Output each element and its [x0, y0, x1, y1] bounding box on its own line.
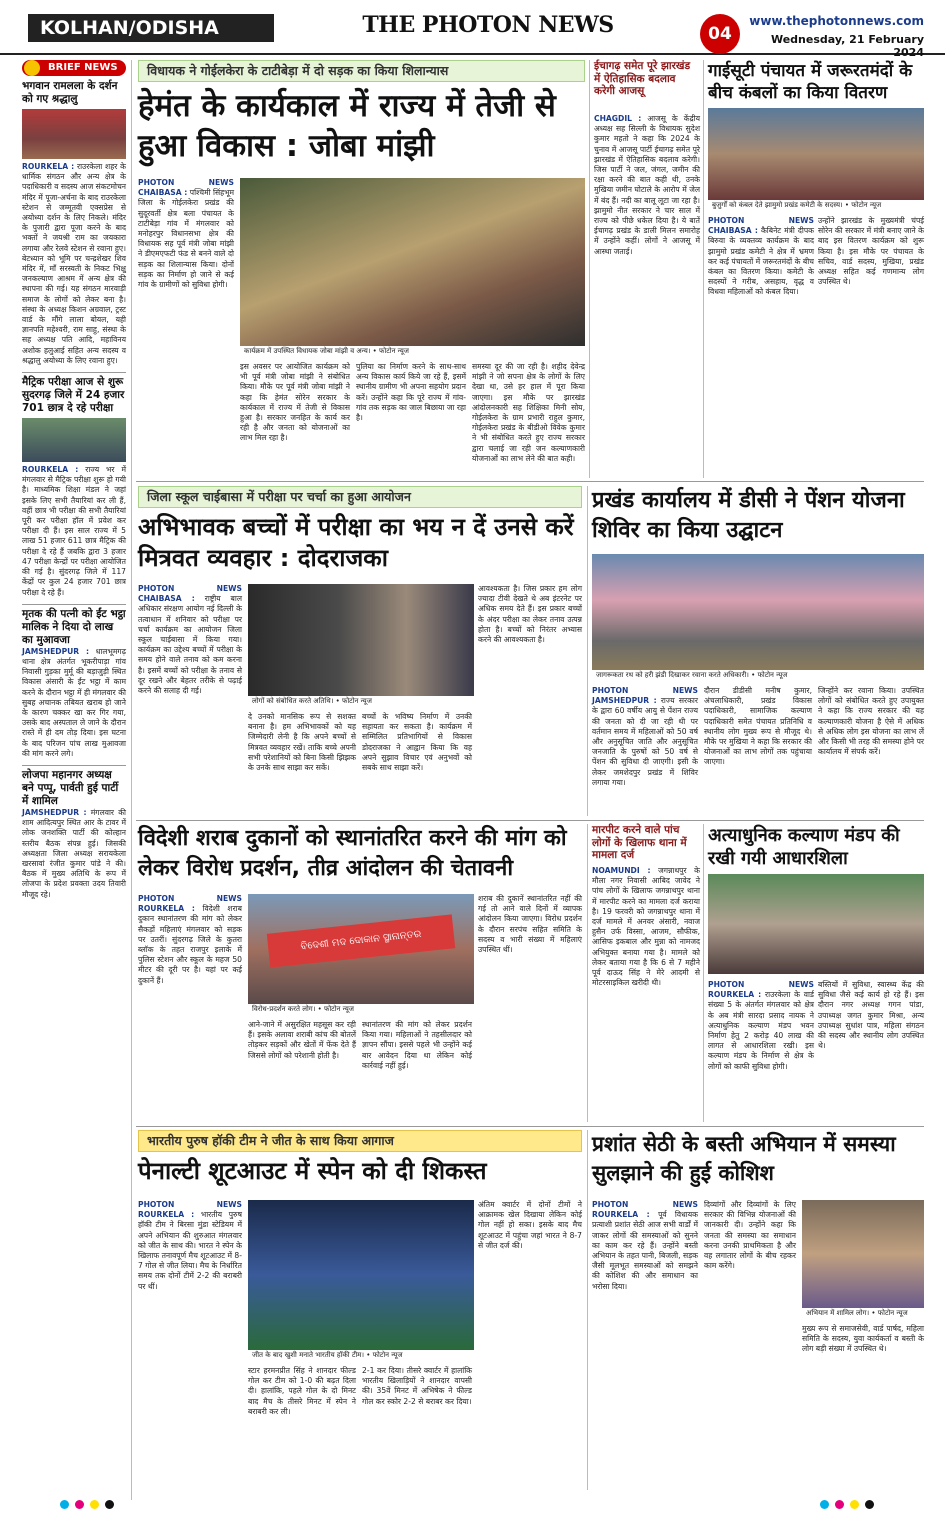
story-byline: PHOTON NEWS ROURKELA : [592, 1200, 698, 1220]
brief-title: भगवान रामलला के दर्शन को गए श्रद्धालु [22, 80, 118, 105]
story-headline: हेमंत के कार्यकाल में राज्य में तेजी से हुआ विकास : जोबा मांझी [138, 88, 556, 164]
column-divider [587, 486, 588, 816]
photo-caption: विरोध-प्रदर्शन करते लोग। • फोटोन न्यूज [248, 1004, 474, 1016]
story-byline: PHOTON NEWS CHAIBASA : [138, 178, 234, 198]
story-body: जिन्होंने कर रवाना किया। उपस्थित लोगों को संबोधित करते हुए उपायुक्त ने कहा कि राज्य सरकार की यह कल्याणकारी योजना है ऐसे में अधिक से अधिक लोग इस योजना का लाभ लें और किसी भी तरह की समस्या होने पर कार्यालय में संपर्क करें। [818, 686, 924, 757]
story-body: पुलिया का निर्माण करने के साथ-साथ अन्य विकास कार्य किये जा रहे हैं, इसमें स्थानीय ग्रामीण भी अपना सहयोग प्रदान करें। उन्होंने कहा कि पूरे राज्य में गांव-गांव तक सड़क का जाल बिछाया जा रहा है। [356, 362, 466, 423]
black-dot [105, 1500, 114, 1509]
brief-body: राउरकेला शहर के धार्मिक संगठन और अन्य क्षेत्र के पदाधिकारी व सदस्य आज संकटमोचन मंदिर में पूजा-अर्चना के बाद राउरकेला स्टेशन से जम्मूतवी एक्सप्रेस से अयोध्या दर्शन के लिए निकले। मंदिर के पुजारी द्वारा पूजा करने के बाद भक्तों ने जयश्री राम का जयकारा लगाया और रेलवे स्टेशन से रवाना हुए। बेटध्यान को भूमि पर चन्द्रशेखर शिव मंदिर में, माँ सरस्वती के निकट भिक्षु जनकल्याण आश्रम में अन्य क्षेत्र की स्थापना की गई। यह संगठन मारवाड़ी समाज के लोगों को लेकर बना है। संस्था के अध्यक्ष किशन अग्रवाल, ट्रस्ट वार्ड के मौंगे लाला बोयल, यही ज्ञानपति महेश्वरी, राम साहु, संस्था के सह अध्यक्ष पति आदि, महाविनय अशोक हलुआई सहित अन्य सदस्य व श्रद्धालु अयोध्या के लिए रवाना हुए। [22, 162, 126, 365]
story-body: पूर्व विधायक प्रत्याशी प्रशांत सेठी आज सभी वार्डों में जाकर लोगों की समस्याओं को सुनने का काम कर रहे हैं। उन्होंने बस्ती अभियान के तहत पानी, बिजली, सड़क जैसी मूलभूत समस्याओं को समझने की कोशिश की और समाधान का भरोसा दिया। [592, 1210, 698, 1291]
story-body: आवश्यकता है। जिस प्रकार हम लोग ज्यादा टीवी देखते थे अब इंटरनेट पर अधिक समय देते हैं। इस प्रकार बच्चों के अंदर परीक्षा का लेकर तनाव उत्पन्न होता है। बच्चों को निरंतर अभ्यास करने की आवश्यकता है। [478, 584, 582, 645]
story-body: स्टार हरमनप्रीत सिंह ने शानदार फील्ड गोल कर टीम को 1-0 की बढ़त दिला दी। हालांकि, पहले गोल के दो मिनट बाद मैच के तीसरे मिनट में स्पेन ने बराबरी कर ली। [248, 1366, 356, 1416]
story-kicker: जिला स्कूल चाईबासा में परीक्षा पर चर्चा का हुआ आयोजन [138, 486, 582, 508]
story-body: विदेशी शराब दुकान स्थानांतरण की मांग को लेकर सैकड़ों महिलाएं मंगलवार को सड़क पर उतरीं। सुंदरगढ़ जिले के कुतरा ब्लॉक के तहत राजपुर इलाके में पुलिस स्टेशन और स्कूल के महज 50 मीटर की दूरी पर है। यहां पर कई दुकानें हैं। [138, 904, 242, 985]
magenta-dot [835, 1500, 844, 1509]
column-divider [587, 824, 588, 1122]
story-kicker: विधायक ने गोईलकेरा के टाटीबेड़ा में दो सड़क का किया शिलान्यास [138, 60, 585, 82]
issue-date: Wednesday, 21 February 2024 [770, 33, 924, 59]
story-body: स्थानांतरण की मांग को लेकर प्रदर्शन किया गया। महिलाओं ने तहसीलदार को ज्ञापन सौंपा। इससे पहले भी उन्होंने कई बार आवेदन दिया था लेकिन कोई कार्रवाई नहीं हुई। [362, 1020, 472, 1070]
brief-title: लोजपा महानगर अध्यक्ष बने पप्पू, पार्वती हुई पार्टी में शामिल [22, 765, 126, 808]
story-body: राउरकेला के वार्ड संख्या 5 के अंतर्गत मंगलवार को क्षेत्र के अब मंत्री सारदा प्रसाद नायक ने अत्याधुनिक कल्याण मंडप भवन निर्माण हेतु 2 करोड़ 40 लाख की लागत से आधारशिला रखी। इस कल्याण मंडप के निर्माण से क्षेत्र के लोगों को काफी सुविधा होगी। [708, 990, 814, 1071]
story-body: बच्चों के भविष्य निर्माण में उनकी सहायता कर सकता है। कार्यक्रम में सम्मिलित प्रतिभागियों से विकास डोदराजका ने आह्वान किया कि वह अपने सुझाव विचार एवं अनुभवों को सबके साथ साझा करें। [362, 712, 472, 773]
brief-byline: ROURKELA : [22, 465, 79, 475]
section-label: KOLHAN/ODISHA [28, 14, 274, 42]
story-photo [802, 1200, 924, 1308]
section-divider [136, 820, 924, 821]
story-byline: PHOTON NEWS ROURKELA : [708, 980, 814, 1000]
column-divider [587, 1130, 588, 1490]
story-headline: अभिभावक बच्चों में परीक्षा का भय न दें उनसे करें मित्रवत व्यवहार : दोदराजका [138, 513, 574, 572]
story-headline: ईचागढ़ समेत पूरे झारखंड में ऐतिहासिक बदलाव करेगी आजसू [594, 60, 691, 97]
cyan-dot [820, 1500, 829, 1509]
story-photo [248, 584, 474, 696]
cyan-dot [60, 1500, 69, 1509]
yellow-dot [90, 1500, 99, 1509]
story-body: राष्ट्रीय बाल अधिकार संरक्षण आयोग नई दिल्ली के तत्वाधान में शनिवार को परीक्षा पर चर्चा कार्यक्रम का आयोजन जिला स्कूल चाईबासा में किया गया। कार्यक्रम का उद्देश्य बच्चों में परीक्षा के समय होने वाले तनाव को कम करना है। इसमें बच्चों को परीक्षा के तनाव से दूर रखने और बेहतर तरीके से पढ़ाई करने की सलाह दी गई। [138, 594, 242, 696]
photo-caption: जीत के बाद खुशी मनाते भारतीय हॉकी टीम। • फोटोन न्यूज [248, 1350, 474, 1362]
paper-name: THE PHOTON NEWS [362, 12, 614, 38]
brief-news-header: BRIEF NEWS [22, 60, 126, 76]
section-divider [136, 481, 924, 482]
column-divider [131, 60, 132, 1500]
story-body: जगन्नाथपुर के मौला नगर निवासी आबिद जावेद ने पांच लोगों के खिलाफ जगन्नाथपुर थाना में मारपीट करने का मामला दर्ज कराया है। 19 फरवरी को जगन्नाथपुर थाना में दर्ज मामले में अनवर अंसारी, नवाज हुसैन उर्फ विस्सा, आजम, सौफीक, आसिफ इकबाल और मुन्ना को नामजद अभियुक्त बनाया गया है। मामले को लेकर बताया गया है कि 6 से 7 महीने पूर्व दाऊद सिंह ने मेरे आदमी से मोटरसाइकिल खरीदी थी। [592, 866, 700, 988]
brief-logo-icon [24, 60, 40, 76]
story-headline: मारपीट करने वाले पांच लोगों के खिलाफ थाना में मामला दर्ज [592, 824, 687, 861]
brief-body: राज्य भर में मंगलवार से मैट्रिक परीक्षा शुरू हो गयी है। माध्यमिक शिक्षा मंडल ने जहां इसके लिए सभी तैयारियां कर ली हैं, वहीं छात्र भी परीक्षा की सभी तैयारियां पूरी कर परीक्षा हॉल में प्रवेश कर परीक्षा दी हैं। इस साल राज्य में 5 लाख 51 हजार 611 छात्र मैट्रिक की परीक्षा दे रहे हैं जबकि द्वारा 3 हजार 47 परीक्षा केन्द्रों पर परीक्षा आयोजित की गई है। सुंदरगढ़ जिले में 117 केंद्रों पर कुल 24 हजार 701 छात्र परीक्षा दे रहे हैं। [22, 465, 126, 597]
brief-body: धालभूमगढ़ थाना क्षेत्र अंतर्गत भूकरीपाड़ा गांव निवासी गुड़का मुर्मू की बड़ाजुड़ी स्थित विकास अंसारी के ईंट भट्ठा में काम करने के दौरान भट्ठा में ही मंगलवार की सुबह अचानक तबियत खराब हो जाने के कारण चक्कर खा कर गिर गया, उसके बाद अस्पताल ले जाने के दौरान रास्ते में ही दम तोड़ दिया। इस घटना के बाद परिजन पांच लाख मुआवजा की मांग करने लगे। [22, 646, 126, 758]
story-photo [708, 108, 924, 200]
story-byline: PHOTON NEWS JAMSHEDPUR : [592, 686, 698, 706]
page-number-badge: 04 [700, 14, 740, 54]
story-photo [248, 894, 474, 1004]
photo-caption: अभियान में शामिल लोग। • फोटोन न्यूज [802, 1308, 924, 1320]
story-body: आने-जाने में असुरक्षित महसूस कर रही हैं। इसके अलावा शराबी कांच की बोतलें तोड़कर सड़कों और खेतों में फेंक देते हैं जिससे लोगों को परेशानी होती है। [248, 1020, 356, 1060]
story-body: दौरान डीडीसी मनीष कुमार, अंचलाधिकारी, प्रखंड विकास पदाधिकारी, सामाजिक कल्याण पदाधिकारी समेत पंचायत प्रतिनिधि व स्थानीय लोग मुख्य रूप से मौजूद थे। मौके पर मुखिया ने कहा कि सरकार की योजनाओं का लाभ लोगों तक पहुंचाया जाएगा। [704, 686, 812, 767]
story-photo [248, 1200, 474, 1350]
story-byline: PHOTON NEWS ROURKELA : [138, 894, 242, 914]
column-divider [703, 824, 704, 1122]
story-photo [240, 178, 585, 346]
story-body: अंतिम क्वार्टर में दोनों टीमों ने आक्रामक खेल दिखाया लेकिन कोई गोल नहीं हो सका। इसके बाद मैच शूटआउट में पहुंचा जहां भारत ने 8-7 से जीत दर्ज की। [478, 1200, 582, 1250]
story-kicker: भारतीय पुरुष हॉकी टीम ने जीत के साथ किया आगाज [138, 1130, 582, 1152]
story-headline: पेनाल्टी शूटआउट में स्पेन को दी शिकस्त [138, 1157, 487, 1185]
story-headline: प्रखंड कार्यालय में डीसी ने पेंशन योजना शिविर का किया उद्घाटन [592, 488, 905, 543]
story-body: दिव्यांगों और दिव्यांगों के लिए सरकार की विभिन्न योजनाओं की जानकारी दी। उन्होंने कहा कि जनता की समस्या का समाधान करना उनकी प्राथमिकता है और वह लगातार लोगों के बीच रहकर काम करेंगे। [704, 1200, 796, 1271]
story-body: भारतीय पुरुष हॉकी टीम ने बिरसा मुंडा स्टेडियम में अपने अभियान की शुरुआत मंगलवार को जीत के साथ की। भारत ने स्पेन के खिलाफ तनावपूर्ण मैच शूटआउट में 8-7 गोल से जीत लिया। मैच के निर्धारित समय तक दोनों टीमें 2-2 की बराबरी पर थीं। [138, 1210, 242, 1291]
column-divider [703, 60, 704, 478]
story-body: कैबिनेट मंत्री दीपक बिरुवा के व्यक्तव्य कार्यक्रम के बाद झामुमो प्रखंड कमेटी ने क्षेत्र में भ्रमण कर कई पंचायतों में जरूरतमंदों के बीच कंबल का वितरण किया। कमेटी के सदस्यों ने गरीब, असहाय, वृद्ध व विधवा महिलाओं को कंबल दिया। [708, 226, 814, 297]
photo-caption: बुजुर्गों को कंबल देते झामुमो प्रखंड कमेटी के सदस्य। • फोटोन न्यूज [708, 200, 924, 212]
section-divider [136, 1126, 924, 1127]
photo-caption: जागरूकता रथ को हरी झंडी दिखाकर रवाना करते अधिकारी। • फोटोन न्यूज [592, 670, 924, 682]
column-divider [589, 60, 590, 478]
photo-caption: लोगों को संबोधित करते अतिथि। • फोटोन न्यूज [248, 696, 474, 708]
story-byline: CHAGDIL : [594, 114, 642, 123]
brief-column [22, 60, 126, 1500]
brief-photo [22, 109, 126, 159]
magenta-dot [75, 1500, 84, 1509]
story-byline: PHOTON NEWS ROURKELA : [138, 1200, 242, 1220]
brief-byline: ROURKELA : [22, 162, 75, 171]
story-headline: प्रशांत सेठी के बस्ती अभियान में समस्या सुलझाने की हुई कोशिश [592, 1132, 896, 1185]
brief-body: मंगलवार की शाम आदित्यपुर स्थित आर के टावर में लोक जनशक्ति पार्टी की कोल्हान स्तरीय बैठक संपन्न हुई। जिसकी अध्यक्षता जिला अध्यक्ष सरायकेला खरसावां रंजीत कुमार पांडे ने की। बैठक में मुख्य अतिथि के रूप में लोजपा के प्रदेश प्रवक्ता उदय तिवारी मौजूद रहे। [22, 807, 126, 899]
story-headline: विदेशी शराब दुकानों को स्थानांतरित करने की मांग को लेकर विरोध प्रदर्शन, तीव्र आंदोलन की चेतावनी [138, 826, 567, 881]
brief-byline: JAMSHEDPUR : [22, 646, 90, 656]
black-dot [865, 1500, 874, 1509]
story-body: पश्चिमी सिंहभूम जिला के गोईलकेरा प्रखंड की सुदूरवर्ती क्षेत्र बला पंचायत के टाटीबेड़ा गांव में मंगलवार को मनोहरपुर विधानसभा क्षेत्र की विधायक सह पूर्व मंत्री जोबा मांझी ने डीएमएफटी फंड से बनने वाले दो सड़क का शिलान्यास किया। दोनों सड़क का निर्माण हो जाने से कई गांव के ग्रामीणों को सुविधा होगी। [138, 188, 235, 290]
photo-caption: कार्यक्रम में उपस्थित विधायक जोबा मांझी व अन्य। • फोटोन न्यूज [240, 346, 585, 358]
story-photo [592, 554, 924, 670]
brief-title: मृतक की पत्नी को ईंट भट्ठा मालिक ने दिया दो लाख का मुआवजा [22, 604, 126, 647]
brief-photo [22, 418, 126, 462]
story-byline: NOAMUNDI : [592, 866, 651, 875]
story-body: समस्या दूर की जा रही है। शहीद देवेन्द्र मांझी ने जो सपना क्षेत्र के लोगों के लिए देखा था, उसे हर हाल में पूरा किया जाएगा। इस मौके पर झारखंड आंदोलनकारी सह शिक्षिका मिनी सोय, गोईलकेरा के ग्राम प्रभारी राहुल कुमार, गोईलकेरा प्रखंड के बीडीओ विवेक कुमार ने भी संबोधित करते हुए राज्य सरकार द्वारा चलाई जा रही जन कल्याणकारी योजनाओं का लाभ लेने की बात कही। [472, 362, 585, 463]
story-body: उन्होंने झारखंड के मुख्यमंत्री चंपई सोरेन की सरकार में मंत्री बनाए जाने के बाद इस वितरण कार्यक्रम को शुरू किया है। इस मौके पर पंचायत के सचिव, वार्ड सदस्य, मुखिया, प्रखंड अध्यक्ष सहित कई गणमान्य लोग उपस्थित थे। [818, 216, 924, 287]
story-body: राज्य सरकार के द्वारा 60 वर्षीय आयु से पेंशन राज्य की जनता को दी जा रही थी पर वर्तमान समय में महिलाओं को 50 वर्ष और अनुसूचित जाति और अनुसूचित जनजाति के पुरुषों को 50 वर्ष से पेंशन की सुविधा दी जाएगी। इसी के लेकर जमशेदपुर प्रखंड में शिविर लगाया गया। [592, 696, 698, 787]
registration-marks [60, 1500, 150, 1512]
registration-marks [820, 1500, 910, 1512]
story-headline: गाईसूटी पंचायत में जरूरतमंदों के बीच कंबलों का किया वितरण [708, 61, 913, 103]
protest-banner: ବିଦେଶୀ ମଦ ଦୋକାନ ସ୍ଥାନାନ୍ତର [267, 914, 456, 967]
website-link[interactable]: www.thephotonnews.com [749, 14, 924, 28]
story-byline: PHOTON NEWS CHAIBASA : [708, 216, 814, 236]
brief-byline: JAMSHEDPUR : [22, 807, 87, 817]
story-body: 2-1 कर दिया। तीसरे क्वार्टर में हालांकि भारतीय खिलाड़ियों ने शानदार वापसी की। 35वें मिनट में अभिषेक ने फील्ड गोल कर स्कोर 2-2 से बराबर कर दिया। [362, 1366, 472, 1406]
story-body: शराब की दुकानें स्थानांतरित नहीं की गई तो आने वाले दिनों में व्यापक आंदोलन किया जाएगा। विरोध प्रदर्शन के दौरान सरपंच सहित समिति के सदस्य व भारी संख्या में महिलाएं उपस्थित थीं। [478, 894, 582, 955]
story-photo [708, 874, 924, 974]
yellow-dot [850, 1500, 859, 1509]
story-body: मुख्य रूप से समाजसेवी, वार्ड पार्षद, महिला समिति के सदस्य, युवा कार्यकर्ता व बस्ती के लोग बड़ी संख्या में उपस्थित थे। [802, 1324, 924, 1354]
story-body: दे उनको मानसिक रूप से सशक्त बनाना है। हम अभिभावकों को यह जिम्मेदारी लेनी है कि अपने बच्चों से मित्रवत व्यवहार रखें। ताकि बच्चे अपनी सभी परेशानियों को बिना किसी झिझक के उनके साथ साझा कर सकें। [248, 712, 356, 773]
brief-title: मैट्रिक परीक्षा आज से शुरू सुदरगढ़ जिले में 24 हजार 701 छात्र दे रहे परीक्षा [22, 372, 126, 415]
story-body: इस अवसर पर आयोजित कार्यक्रम को भी पूर्व मंत्री जोबा मांझी ने संबोधित किया। मौके पर पूर्व मंत्री जोबा मांझी ने कहा कि हेमंत सोरेन सरकार के कार्यकाल में राज्य में तेजी से विकास हुआ है। सरकार जनहित के कार्य कर रही है और जनता को योजनाओं का लाभ मिल रहा है। [240, 362, 350, 443]
story-body: बस्तियों में सुविधा, स्वास्थ्य केंद्र की सुविधा जैसे कई कार्य हो रहे हैं। इस दौरान नगर अध्यक्ष गगन पांडा, उपाध्यक्ष जगत कुमार मिश्रा, अन्य उपाध्यक्ष सुधांश पात्र, महिला संगठन की सदस्य और स्थानीय लोग उपस्थित थे। [818, 980, 924, 1051]
story-headline: अत्याधुनिक कल्याण मंडप की रखी गयी आधारशिला [708, 825, 900, 869]
story-byline: PHOTON NEWS CHAIBASA : [138, 584, 242, 604]
story-body: आजसू के केंद्रीय अध्यक्ष सह सिल्ली के विधायक सुदेश कुमार महतो ने कहा कि 2024 के चुनाव में आजसू पार्टी ईचागढ़ समेत पूरे झारखंड में ऐतिहासिक बदलाव करेगी। जिस पार्टी ने जल, जंगल, जमीन की रक्षा करने की बात कही थी, उनके मुखिया जमीन घोटाले के आरोप में जेल में बंद हैं। नदी का बालू लूटा जा रहा है। झामुमो नीत सरकार ने चार साल में राज्य को पीछे धकेल दिया है। ये बातें ईचागढ़ प्रखंड के डाली मिलन समारोह में उन्होंने कहीं। लोगों ने आजसू में आस्था जताई। [594, 114, 700, 256]
